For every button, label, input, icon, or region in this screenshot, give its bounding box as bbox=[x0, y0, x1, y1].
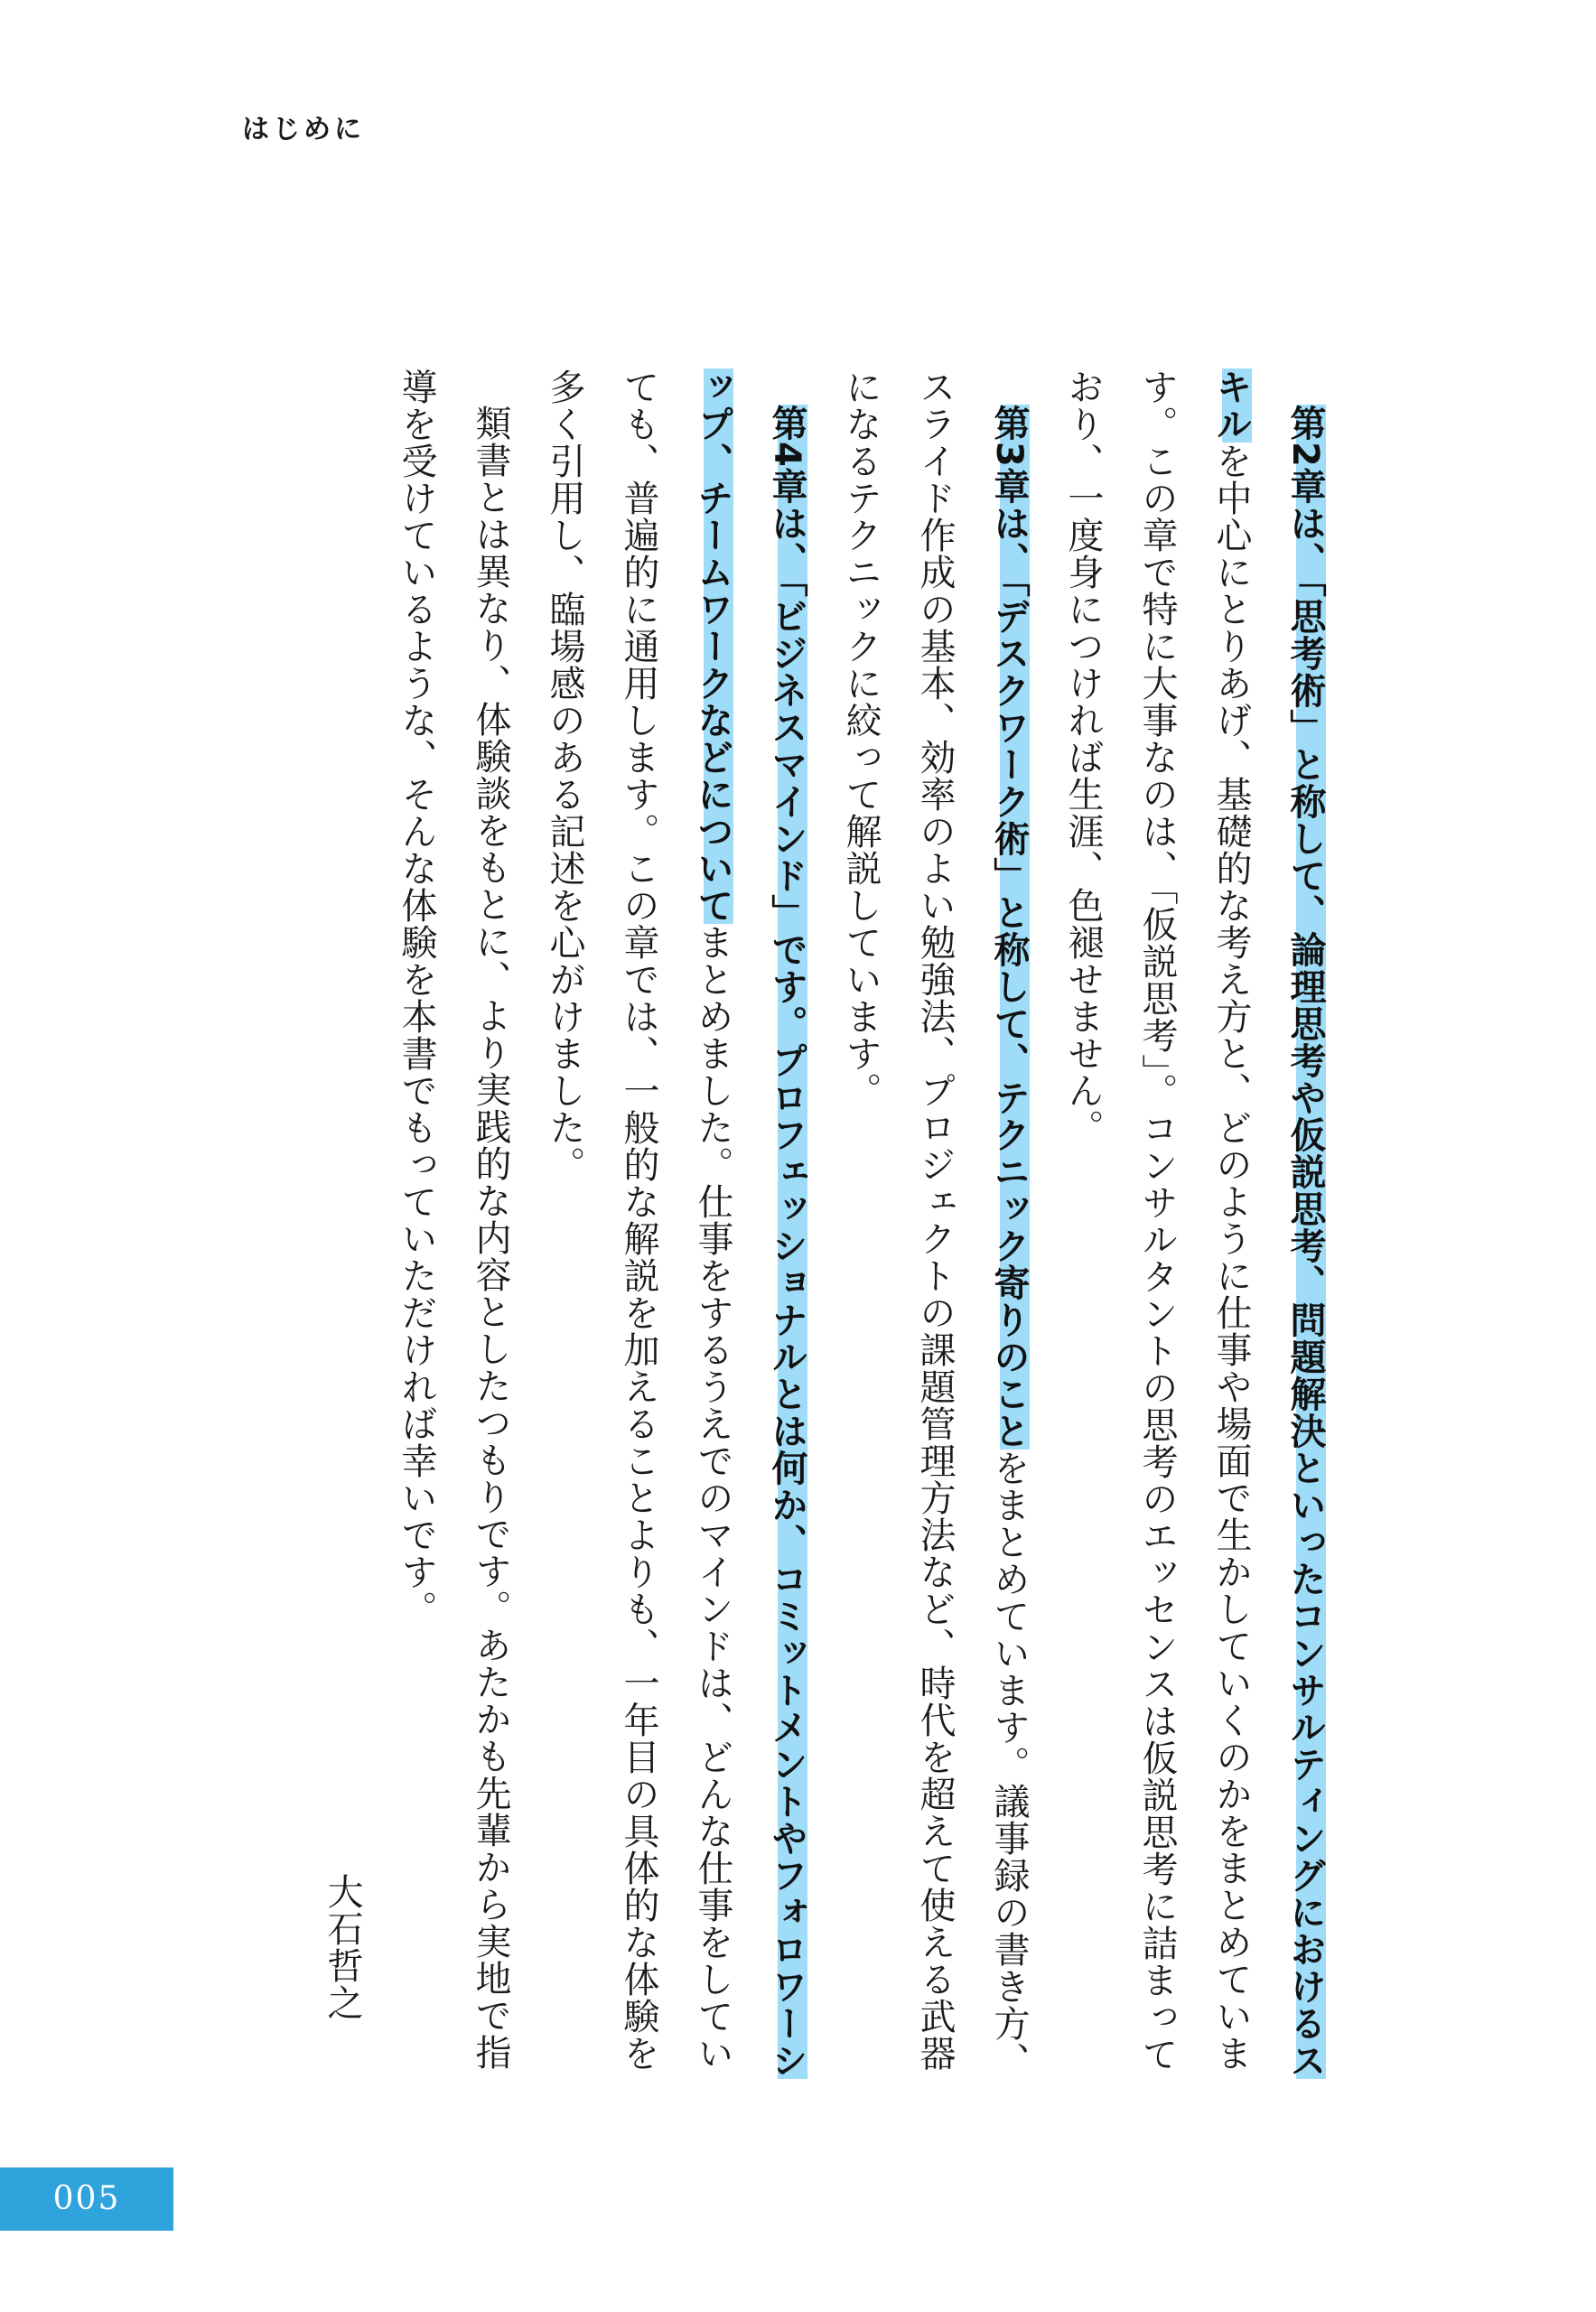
body-text-span: まとめました。仕事をするうえでのマインドは、どんな仕事をしていても、普遍的に通用します。この章では、一般的な解説を加えることよりも、一年目の具体的な体験を多く引用し、臨場感のある記述を心がけました。 bbox=[544, 368, 733, 2072]
author-signature bbox=[305, 368, 379, 2084]
highlighted-text: 第3章は、「デスクワーク術」と称して、テクニック寄りのこと bbox=[988, 405, 1030, 1450]
highlighted-text: 第4章は、「ビジネスマインド」です。プロフェッショナルとは何か、コミットメントやフォロワーシップ、チームワークなどについて bbox=[692, 368, 807, 2079]
signature-text: 大石哲之 bbox=[322, 1873, 363, 2021]
paragraph-chapter-4 bbox=[527, 368, 824, 2084]
paragraph-chapter-2 bbox=[1046, 368, 1342, 2084]
body-text-span: 類書とは異なり、体験談をもとに、より実践的な内容としたつもりです。あたかも先輩から実地で指導を受けているような、そんな体験を本書でもっていただければ幸いです。 bbox=[396, 368, 511, 2071]
body-text-span: をまとめています。議事録の書き方、スライド作成の基本、効率のよい勉強法、プロジェクトの課題管理方法など、時代を超えて使える武器になるテクニックに絞って解説しています。 bbox=[840, 368, 1030, 2079]
page-number: 005 bbox=[0, 2168, 173, 2231]
running-head: はじめに bbox=[242, 114, 365, 145]
paragraph-chapter-3 bbox=[824, 368, 1046, 2084]
body-text bbox=[294, 368, 1342, 2084]
highlighted-text: 第2章は、「思考術」と称して、論理思考や仮説思考、問題解決といったコンサルティングにおけるスキル bbox=[1210, 368, 1326, 2079]
paragraph-closing bbox=[379, 368, 527, 2084]
body-text-span: を中心にとりあげ、基礎的な考え方と、どのように仕事や場面で生かしていくのかをまとめています。この章で特に大事なのは、「仮説思考」。コンサルタントの思考のエッセンスは仮説思考に詰まっており、一度身につければ生涯、色褪せません。 bbox=[1062, 368, 1252, 2073]
